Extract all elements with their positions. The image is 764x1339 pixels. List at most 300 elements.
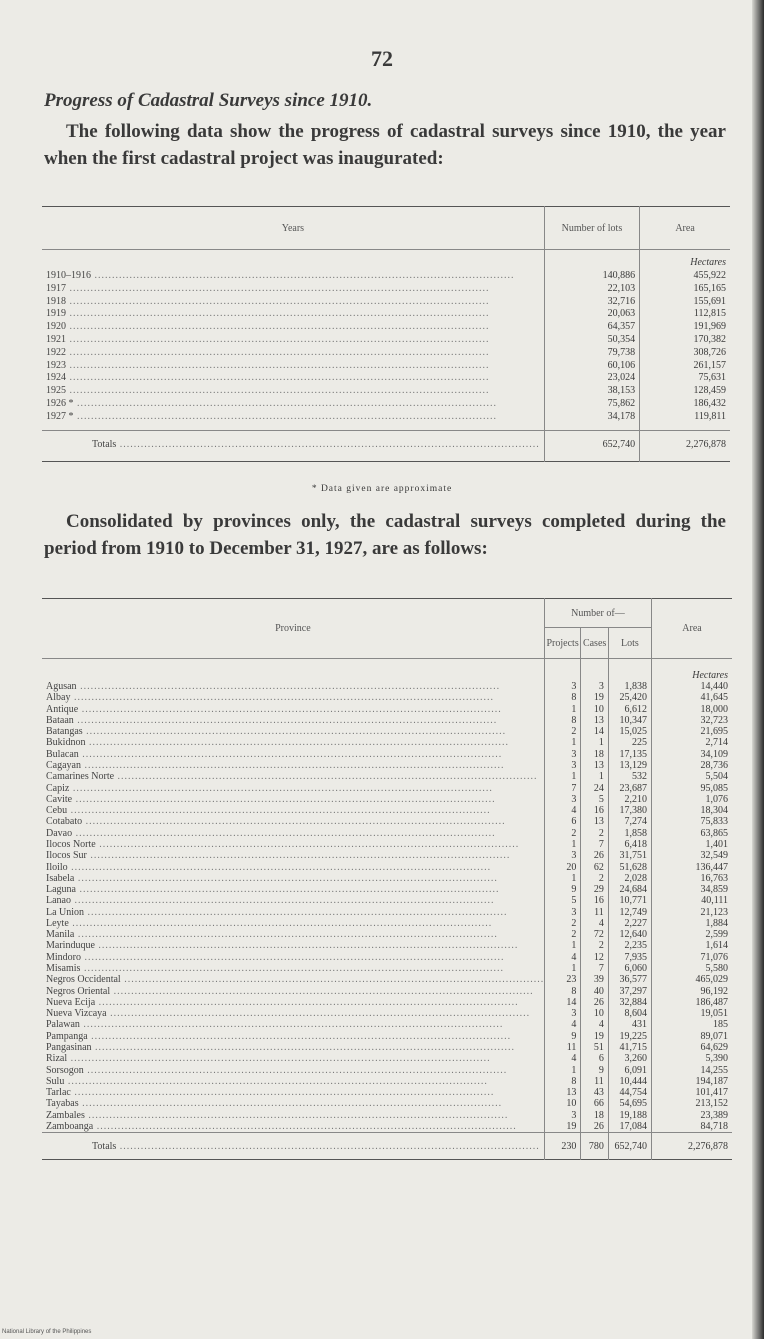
year-cell <box>42 283 544 296</box>
area-value: 128,459 <box>640 385 730 398</box>
section-heading: Progress of Cadastral Surveys since 1910. <box>44 90 373 111</box>
province-name: Nueva Ecija <box>46 996 96 1008</box>
lots-value: 12,749 <box>608 907 651 918</box>
lots-value: 2,210 <box>608 794 651 805</box>
projects-value: 3 <box>544 749 581 760</box>
area-value: 75,631 <box>640 372 730 385</box>
cases-value: 18 <box>581 1110 608 1121</box>
projects-value: 8 <box>544 692 581 703</box>
table-row <box>42 308 730 321</box>
lots-value: 79,738 <box>544 347 639 360</box>
area-value: 34,859 <box>652 884 733 895</box>
cases-value: 14 <box>581 726 608 737</box>
cases-value: 10 <box>581 704 608 715</box>
projects-value: 8 <box>544 986 581 997</box>
leader-dots <box>66 283 490 294</box>
table-row <box>42 347 730 360</box>
year-cell <box>42 411 544 424</box>
province-cell <box>42 940 544 951</box>
projects-value: 4 <box>544 1019 581 1030</box>
cases-value: 43 <box>581 1087 608 1098</box>
leader-dots <box>79 1098 503 1109</box>
leader-dots <box>74 873 498 884</box>
cases-value: 2 <box>581 828 608 839</box>
area-value: 21,695 <box>652 726 733 737</box>
province-name: Pampanga <box>46 1030 88 1042</box>
leader-dots <box>114 771 538 782</box>
lots-value: 50,354 <box>544 334 639 347</box>
lots-value: 22,103 <box>544 283 639 296</box>
province-cell <box>42 873 544 884</box>
table-row <box>42 940 732 951</box>
unit-spacer <box>544 250 639 271</box>
lots-value: 15,025 <box>608 726 651 737</box>
area-value: 21,123 <box>652 907 733 918</box>
area-value: 308,726 <box>640 347 730 360</box>
province-cell <box>42 929 544 940</box>
footnote: * Data given are approximate <box>311 484 453 494</box>
leader-dots <box>85 1110 509 1121</box>
cases-value: 4 <box>581 1019 608 1030</box>
leader-dots <box>66 347 490 358</box>
cases-value: 11 <box>581 907 608 918</box>
cases-value: 40 <box>581 986 608 997</box>
table-row <box>42 952 732 963</box>
table-row <box>42 986 732 997</box>
projects-value: 1 <box>544 963 581 974</box>
unit-spacer <box>42 250 544 271</box>
table-row <box>42 850 732 861</box>
province-cell <box>42 760 544 771</box>
leader-dots <box>66 360 490 371</box>
total-area: 2,276,878 <box>640 430 730 461</box>
province-name: Cotabato <box>46 816 83 828</box>
province-cell <box>42 974 544 985</box>
year-cell <box>42 270 544 283</box>
leader-dots <box>77 681 501 692</box>
province-name: Tarlac <box>46 1087 71 1099</box>
cases-value: 26 <box>581 997 608 1008</box>
lots-value: 2,227 <box>608 918 651 929</box>
projects-value: 1 <box>544 704 581 715</box>
leader-dots <box>88 1031 512 1042</box>
province-cell <box>42 918 544 929</box>
projects-value: 2 <box>544 929 581 940</box>
table-row <box>42 974 732 985</box>
leader-dots <box>70 692 494 703</box>
table-row <box>42 828 732 839</box>
table-row <box>42 839 732 850</box>
projects-value: 9 <box>544 884 581 895</box>
projects-value: 20 <box>544 862 581 873</box>
province-name: Agusan <box>46 681 77 692</box>
area-value: 465,029 <box>652 974 733 985</box>
leader-dots <box>74 715 498 726</box>
table-row <box>42 1098 732 1109</box>
total-lots: 652,740 <box>544 430 639 461</box>
area-value: 23,389 <box>652 1110 733 1121</box>
projects-value: 11 <box>544 1042 581 1053</box>
unit-spacer <box>608 659 651 682</box>
province-cell <box>42 737 544 748</box>
total-label <box>42 1133 544 1160</box>
area-value: 28,736 <box>652 760 733 771</box>
province-cell <box>42 1042 544 1053</box>
year-cell <box>42 360 544 373</box>
cases-value: 24 <box>581 783 608 794</box>
lots-value: 225 <box>608 737 651 748</box>
cases-value: 13 <box>581 816 608 827</box>
province-name: Marinduque <box>46 940 95 952</box>
projects-value: 2 <box>544 918 581 929</box>
area-value: 18,000 <box>652 704 733 715</box>
area-value: 75,833 <box>652 816 733 827</box>
total-lots: 652,740 <box>608 1133 651 1160</box>
area-value: 170,382 <box>640 334 730 347</box>
area-value: 19,051 <box>652 1008 733 1019</box>
province-cell <box>42 1087 544 1098</box>
province-name: Isabela <box>46 872 75 884</box>
page-number: 72 <box>371 46 393 71</box>
lots-value: 7,274 <box>608 816 651 827</box>
leader-dots <box>84 907 508 918</box>
projects-value: 6 <box>544 816 581 827</box>
lots-value: 7,935 <box>608 952 651 963</box>
area-value: 261,157 <box>640 360 730 373</box>
leader-dots <box>68 862 492 873</box>
col-projects: Projects <box>544 628 581 659</box>
area-value: 119,811 <box>640 411 730 424</box>
leader-dots <box>66 334 490 345</box>
projects-value: 3 <box>544 1110 581 1121</box>
projects-value: 4 <box>544 1053 581 1064</box>
projects-value: 1 <box>544 940 581 951</box>
table-row <box>42 771 732 782</box>
leader-dots <box>96 839 520 850</box>
year-label: 1920 <box>46 321 66 333</box>
leader-dots <box>82 816 506 827</box>
table-row <box>42 907 732 918</box>
projects-value: 3 <box>544 850 581 861</box>
table-row <box>42 726 732 737</box>
area-value: 32,549 <box>652 850 733 861</box>
area-value: 1,884 <box>652 918 733 929</box>
lots-value: 17,135 <box>608 749 651 760</box>
unit-hectares: Hectares <box>652 659 733 682</box>
lots-value: 2,028 <box>608 873 651 884</box>
lots-value: 6,091 <box>608 1065 651 1076</box>
area-value: 96,192 <box>652 986 733 997</box>
province-name: Albay <box>46 692 71 704</box>
cases-value: 19 <box>581 692 608 703</box>
province-name: Negros Occidental <box>46 974 121 986</box>
table-row <box>42 997 732 1008</box>
area-value: 71,076 <box>652 952 733 963</box>
lots-value: 54,695 <box>608 1098 651 1109</box>
cases-value: 19 <box>581 1031 608 1042</box>
lots-value: 3,260 <box>608 1053 651 1064</box>
area-value: 112,815 <box>640 308 730 321</box>
province-cell <box>42 726 544 737</box>
cases-value: 62 <box>581 862 608 873</box>
year-label: 1910–1916 <box>46 270 91 281</box>
leader-dots <box>67 805 491 816</box>
area-value: 2,599 <box>652 929 733 940</box>
lots-value: 23,024 <box>544 372 639 385</box>
table-row <box>42 1042 732 1053</box>
area-value: 1,076 <box>652 794 733 805</box>
year-label: 1924 <box>46 372 66 384</box>
leader-dots <box>85 737 509 748</box>
province-name: Zambales <box>46 1109 85 1121</box>
area-value: 101,417 <box>652 1087 733 1098</box>
projects-value: 8 <box>544 1076 581 1087</box>
province-cell <box>42 1008 544 1019</box>
table-row <box>42 692 732 703</box>
leader-dots <box>72 828 496 839</box>
lots-value: 10,347 <box>608 715 651 726</box>
year-cell <box>42 321 544 334</box>
lots-value: 51,628 <box>608 862 651 873</box>
table-row <box>42 760 732 771</box>
area-value: 64,629 <box>652 1042 733 1053</box>
lots-value: 13,129 <box>608 760 651 771</box>
table-row <box>42 873 732 884</box>
province-name: Davao <box>46 827 73 839</box>
projects-value: 1 <box>544 771 581 782</box>
projects-value: 14 <box>544 997 581 1008</box>
province-cell <box>42 1053 544 1064</box>
year-cell <box>42 398 544 411</box>
year-cell <box>42 308 544 321</box>
leader-dots <box>91 270 515 281</box>
table-row <box>42 862 732 873</box>
province-name: Bataan <box>46 714 74 726</box>
lots-value: 32,716 <box>544 296 639 309</box>
province-cell <box>42 1019 544 1030</box>
projects-value: 3 <box>544 907 581 918</box>
cases-value: 13 <box>581 715 608 726</box>
lots-value: 12,640 <box>608 929 651 940</box>
year-cell <box>42 385 544 398</box>
year-label: 1923 <box>46 359 66 371</box>
province-name: Cagayan <box>46 759 81 771</box>
area-value: 213,152 <box>652 1098 733 1109</box>
area-value: 186,432 <box>640 398 730 411</box>
area-value: 136,447 <box>652 862 733 873</box>
table-row <box>42 929 732 940</box>
table-row <box>42 1110 732 1121</box>
leader-dots <box>67 1053 491 1064</box>
province-cell <box>42 715 544 726</box>
lots-value: 10,444 <box>608 1076 651 1087</box>
surveys-by-province-table <box>42 598 732 1160</box>
second-paragraph-text: Consolidated by provinces only, the cadastral surveys completed during the period from 1910 to December 31, 1927, are as follows: <box>44 511 726 559</box>
area-value: 32,723 <box>652 715 733 726</box>
leader-dots <box>66 372 490 383</box>
intro-paragraph-text: The following data show the progress of cadastral surveys since 1910, the year when the first cadastral project was inaugurated: <box>44 121 726 169</box>
leader-dots <box>72 794 496 805</box>
cases-value: 39 <box>581 974 608 985</box>
projects-value: 5 <box>544 895 581 906</box>
leader-dots <box>71 1087 495 1098</box>
projects-value: 23 <box>544 974 581 985</box>
province-cell <box>42 907 544 918</box>
lots-value: 60,106 <box>544 360 639 373</box>
leader-dots <box>83 726 507 737</box>
lots-value: 32,884 <box>608 997 651 1008</box>
year-label: 1925 <box>46 385 66 397</box>
province-name: Ilocos Sur <box>46 850 87 862</box>
cases-value: 1 <box>581 737 608 748</box>
cases-value: 1 <box>581 771 608 782</box>
unit-spacer <box>42 659 544 682</box>
province-name: Capiz <box>46 782 70 794</box>
leader-dots <box>64 1076 488 1087</box>
leader-dots <box>71 895 495 906</box>
total-label-text: Totals <box>92 1140 117 1152</box>
table-row <box>42 737 732 748</box>
leader-dots <box>95 940 519 951</box>
leader-dots <box>69 918 493 929</box>
col-number-of: Number of— <box>544 599 651 628</box>
projects-value: 7 <box>544 783 581 794</box>
province-cell <box>42 681 544 692</box>
total-projects: 230 <box>544 1133 581 1160</box>
projects-value: 1 <box>544 1065 581 1076</box>
lots-value: 532 <box>608 771 651 782</box>
province-name: Iloilo <box>46 861 68 873</box>
leader-dots <box>121 974 545 985</box>
year-cell <box>42 296 544 309</box>
year-label: 1919 <box>46 308 66 320</box>
lots-value: 36,577 <box>608 974 651 985</box>
lots-value: 23,687 <box>608 783 651 794</box>
leader-dots <box>95 997 519 1008</box>
cases-value: 72 <box>581 929 608 940</box>
area-value: 185 <box>652 1019 733 1030</box>
table-row <box>42 749 732 760</box>
projects-value: 2 <box>544 726 581 737</box>
year-label: 1917 <box>46 282 66 294</box>
province-name: Batangas <box>46 726 83 738</box>
projects-value: 1 <box>544 737 581 748</box>
cases-value: 13 <box>581 760 608 771</box>
province-cell <box>42 1031 544 1042</box>
lots-value: 17,084 <box>608 1121 651 1133</box>
province-cell <box>42 952 544 963</box>
table-row <box>42 296 730 309</box>
area-value: 14,255 <box>652 1065 733 1076</box>
table-row <box>42 334 730 347</box>
table-row <box>42 385 730 398</box>
province-cell <box>42 704 544 715</box>
province-cell <box>42 997 544 1008</box>
lots-value: 10,771 <box>608 895 651 906</box>
cases-value: 12 <box>581 952 608 963</box>
col-years: Years <box>281 222 305 234</box>
lots-value: 19,225 <box>608 1031 651 1042</box>
province-name: Misamis <box>46 963 81 975</box>
year-label: 1918 <box>46 295 66 307</box>
cases-value: 66 <box>581 1098 608 1109</box>
area-value: 165,165 <box>640 283 730 296</box>
col-cases: Cases <box>581 628 608 659</box>
province-cell <box>42 771 544 782</box>
cases-value: 2 <box>581 873 608 884</box>
projects-value: 2 <box>544 828 581 839</box>
province-name: Cavite <box>46 793 73 805</box>
lots-value: 24,684 <box>608 884 651 895</box>
lots-value: 25,420 <box>608 692 651 703</box>
area-value: 1,401 <box>652 839 733 850</box>
province-name: Lanao <box>46 895 71 907</box>
leader-dots <box>116 439 540 450</box>
lots-value: 6,418 <box>608 839 651 850</box>
year-label: 1927 * <box>46 410 74 422</box>
projects-value: 3 <box>544 681 581 692</box>
area-value: 63,865 <box>652 828 733 839</box>
province-name: Ilocos Norte <box>46 838 96 850</box>
province-name: Antique <box>46 703 79 715</box>
leader-dots <box>110 986 534 997</box>
province-name: Zamboanga <box>46 1120 94 1132</box>
year-label: 1922 <box>46 346 66 358</box>
table-row <box>42 1053 732 1064</box>
leader-dots <box>69 783 493 794</box>
province-name: Bulacan <box>46 748 79 760</box>
col-area: Area <box>652 599 733 659</box>
leader-dots <box>74 411 498 422</box>
table-row <box>42 1087 732 1098</box>
cases-value: 10 <box>581 1008 608 1019</box>
cases-value: 5 <box>581 794 608 805</box>
area-value: 41,645 <box>652 692 733 703</box>
total-label-text: Totals <box>92 439 117 451</box>
province-name: Laguna <box>46 884 76 896</box>
table-row <box>42 783 732 794</box>
table-row <box>42 398 730 411</box>
lots-value: 6,060 <box>608 963 651 974</box>
province-name: Sulu <box>46 1075 65 1087</box>
province-cell <box>42 783 544 794</box>
province-cell <box>42 828 544 839</box>
leader-dots <box>66 321 490 332</box>
unit-hectares: Hectares <box>640 250 730 271</box>
table-row <box>42 372 730 385</box>
table-row <box>42 704 732 715</box>
lots-value: 34,178 <box>544 411 639 424</box>
province-cell <box>42 1098 544 1109</box>
table-row <box>42 918 732 929</box>
col-province: Province <box>275 623 311 634</box>
projects-value: 19 <box>544 1121 581 1133</box>
table-row <box>42 1031 732 1042</box>
cases-value: 51 <box>581 1042 608 1053</box>
second-paragraph <box>44 508 726 562</box>
province-cell <box>42 895 544 906</box>
province-name: Bukidnon <box>46 737 86 749</box>
leader-dots <box>116 1141 540 1152</box>
province-cell <box>42 749 544 760</box>
province-name: Mindoro <box>46 951 81 963</box>
table-row <box>42 794 732 805</box>
leader-dots <box>93 1121 517 1132</box>
lots-value: 2,235 <box>608 940 651 951</box>
province-name: Camarines Norte <box>46 771 115 783</box>
cases-value: 2 <box>581 940 608 951</box>
province-cell <box>42 794 544 805</box>
